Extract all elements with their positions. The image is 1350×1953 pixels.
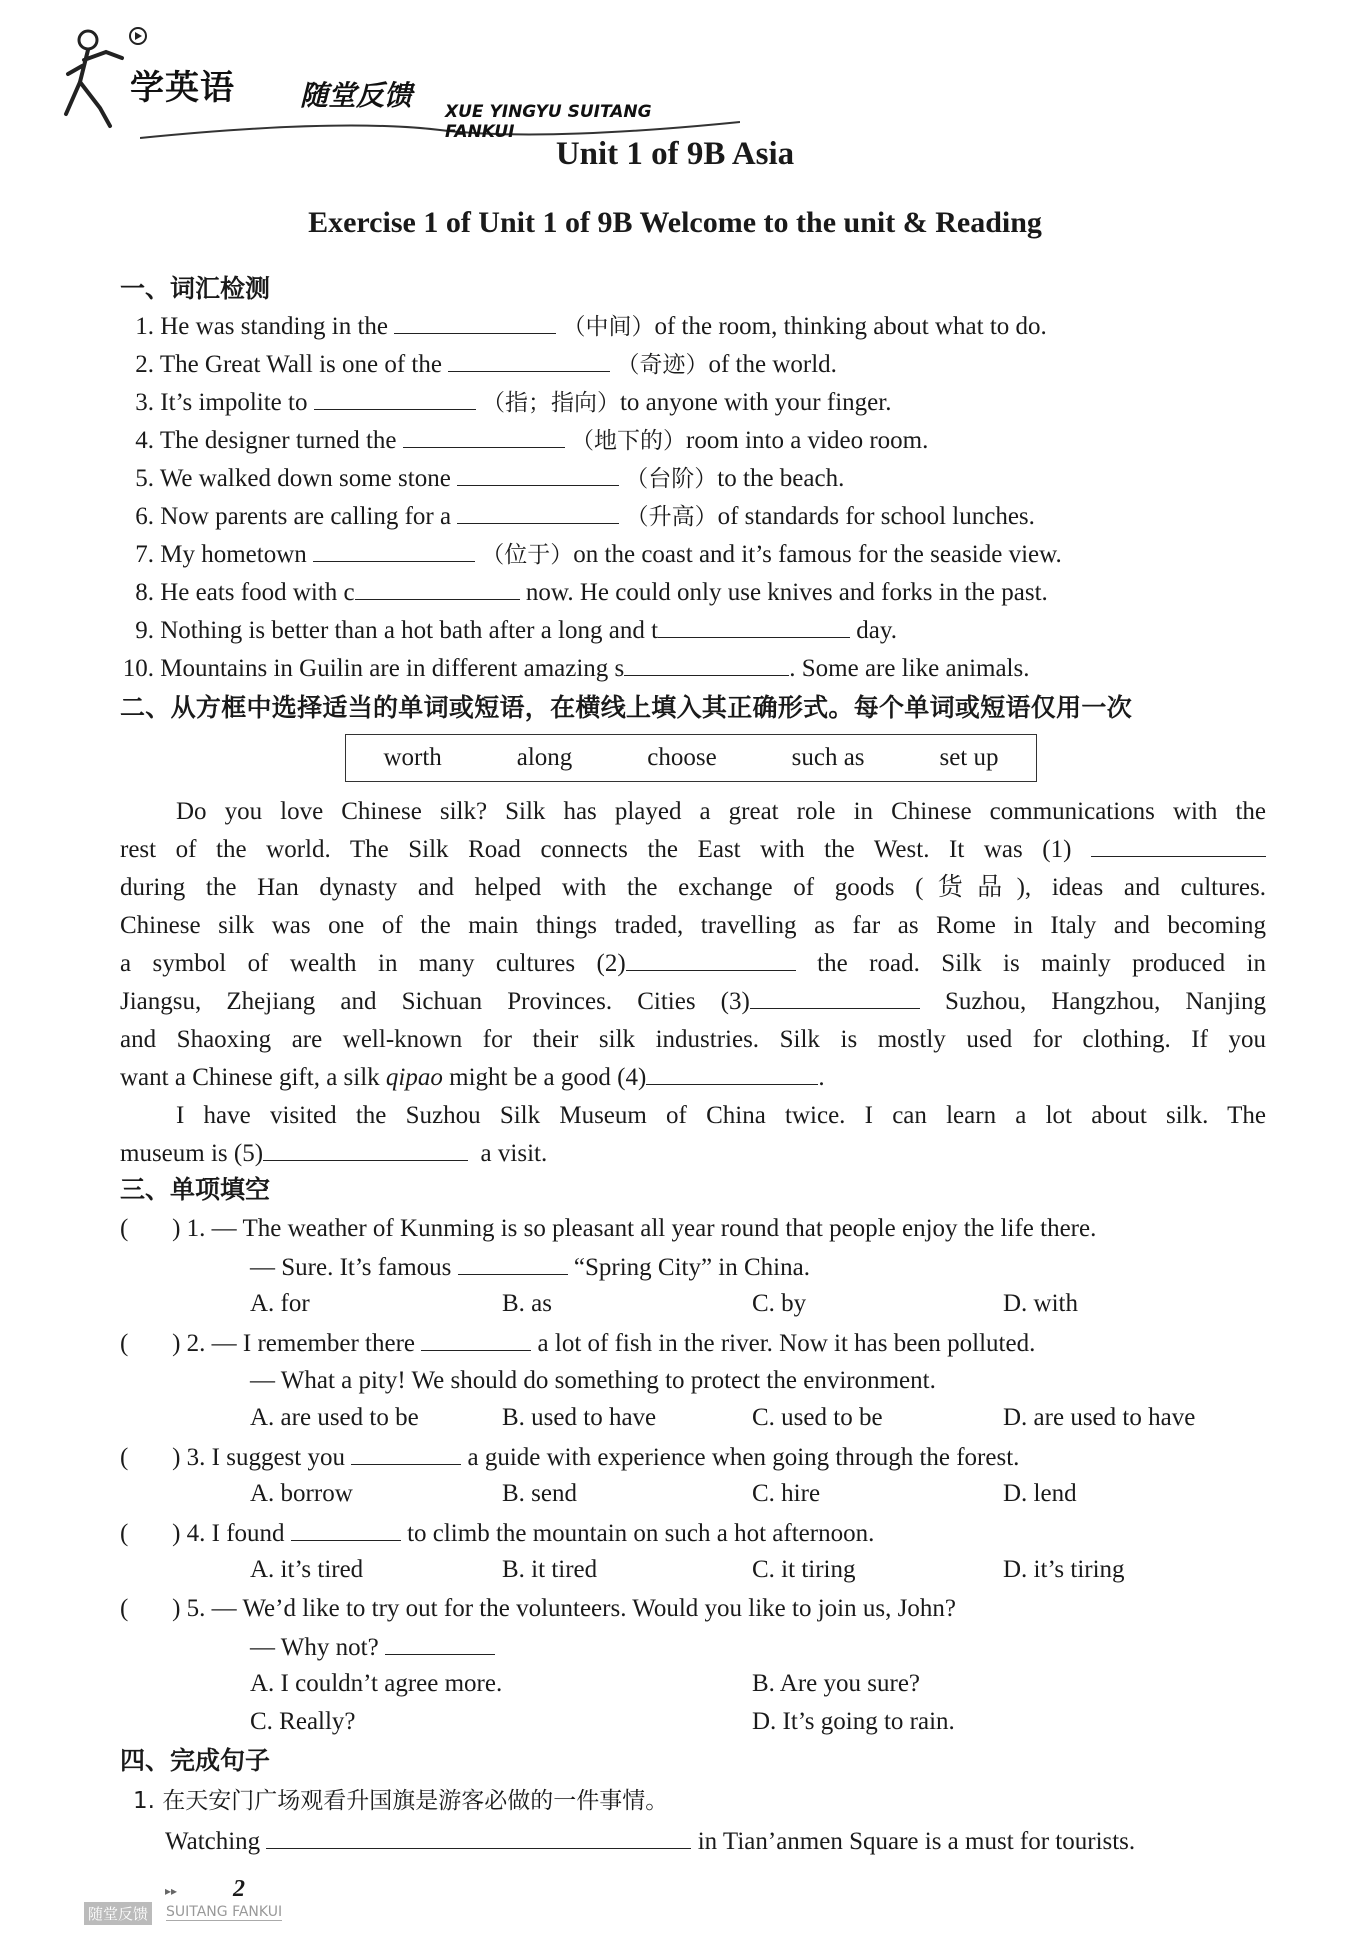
answer-blank[interactable] (421, 1328, 531, 1351)
mc-question-2-line2: — What a pity! We should do something to protect the environment. (250, 1367, 936, 1394)
option-a[interactable]: A. for (250, 1290, 310, 1317)
answer-bracket[interactable]: ( ) (120, 1520, 181, 1547)
vocab-item-2: 2. The Great Wall is one of the （奇迹）of the world. (135, 351, 837, 378)
exercise-title: Exercise 1 of Unit 1 of 9B Welcome to the unit & Reading (308, 206, 1042, 239)
option-c[interactable]: C. used to be (752, 1404, 883, 1431)
unit-title: Unit 1 of 9B Asia (555, 136, 795, 172)
answer-blank[interactable] (314, 387, 476, 410)
answer-blank-5[interactable] (263, 1138, 468, 1161)
answer-blank[interactable] (355, 577, 520, 600)
page-number: 2 (233, 1876, 245, 1902)
page-arrow-icon: ▸▸ (165, 1884, 178, 1898)
word-option: worth (383, 744, 442, 771)
vocab-item-8: 8. He eats food with c now. He could only use knives and forks in the past. (135, 579, 1048, 606)
passage-line: and Shaoxing are well-known for their silk industries. Silk is mostly used for clothing. If you (120, 1026, 1266, 1053)
answer-blank[interactable] (448, 349, 610, 372)
vocab-item-3: 3. It’s impolite to （指；指向）to anyone with your finger. (135, 389, 892, 416)
answer-blank[interactable] (403, 425, 565, 448)
answer-blank-2[interactable] (626, 948, 796, 971)
option-a[interactable]: A. are used to be (250, 1404, 419, 1431)
answer-bracket[interactable]: ( ) (120, 1330, 181, 1357)
passage-line: Jiangsu, Zhejiang and Sichuan Provinces. Cities (3) Suzhou, Hangzhou, Nanjing (120, 988, 1266, 1015)
option-b[interactable]: B. it tired (502, 1556, 598, 1583)
vocab-item-7: 7. My hometown （位于）on the coast and it’s famous for the seaside view. (135, 541, 1062, 568)
option-c[interactable]: C. hire (752, 1480, 821, 1507)
answer-bracket[interactable]: ( ) (120, 1595, 181, 1622)
vocab-item-9: 9. Nothing is better than a hot bath after a long and t day. (135, 617, 898, 644)
passage-line: museum is (5) a visit. (120, 1140, 548, 1167)
answer-blank[interactable] (457, 501, 619, 524)
passage-line: Do you love Chinese silk? Silk has played a great role in Chinese communications with the (176, 798, 1266, 825)
option-d[interactable]: D. lend (1003, 1480, 1077, 1507)
option-b[interactable]: B. Are you sure? (752, 1670, 921, 1697)
option-c[interactable]: C. by (752, 1290, 807, 1317)
vocab-item-4: 4. The designer turned the （地下的）room into a video room. (135, 427, 929, 454)
mc-question-3: ( ) 3. I suggest you a guide with experience when going through the forest. (120, 1444, 1020, 1471)
section1-heading: 一、词汇检测 (120, 274, 271, 303)
brand-pinyin: XUE YINGYU SUITANG FANKUI (445, 102, 652, 142)
vocab-item-6: 6. Now parents are calling for a （升高）of standards for school lunches. (135, 503, 1035, 530)
passage-line: a symbol of wealth in many cultures (2) the road. Silk is mainly produced in (120, 950, 1266, 977)
word-box (345, 734, 1037, 782)
answer-blank[interactable] (458, 1252, 568, 1275)
section2-heading: 二、从方框中选择适当的单词或短语，在横线上填入其正确形式。每个单词或短语仅用一次 (120, 693, 1133, 722)
answer-blank[interactable] (394, 311, 556, 334)
footer-tag: 随堂反馈 (84, 1902, 152, 1925)
answer-blank[interactable] (385, 1632, 495, 1655)
answer-blank-4[interactable] (646, 1062, 818, 1085)
option-c[interactable]: C. it tiring (752, 1556, 856, 1583)
passage-line: rest of the world. The Silk Road connects the East with the West. It was (1) (120, 831, 1266, 869)
mc-question-5-line2: — Why not? (250, 1632, 1350, 1663)
answer-blank-1[interactable] (1091, 834, 1266, 857)
passage-line: Chinese silk was one of the main things traded, travelling as far as Rome in Italy and becoming (120, 912, 1266, 939)
answer-blank[interactable] (457, 463, 619, 486)
section4-heading: 四、完成句子 (120, 1746, 271, 1775)
mc-question-4: ( ) 4. I found to climb the mountain on such a hot afternoon. (120, 1520, 875, 1547)
mc-question-1: ( ) 1. — The weather of Kunming is so pleasant all year round that people enjoy the life there. (120, 1215, 1097, 1242)
option-d[interactable]: D. It’s going to rain. (752, 1708, 955, 1735)
brand-subtitle-cn: 随堂反馈 (300, 79, 413, 112)
option-a[interactable]: A. it’s tired (250, 1556, 364, 1583)
footer-pinyin: SUITANG FANKUI (166, 1904, 283, 1920)
option-d[interactable]: D. it’s tiring (1003, 1556, 1125, 1583)
section3-heading: 三、单项填空 (120, 1175, 271, 1204)
answer-blank[interactable] (658, 615, 850, 638)
answer-blank-3[interactable] (750, 986, 920, 1009)
word-option: choose (647, 744, 717, 771)
answer-blank[interactable] (291, 1518, 401, 1541)
answer-blank[interactable] (624, 653, 789, 676)
word-option: set up (939, 744, 999, 771)
vocab-item-5: 5. We walked down some stone （台阶）to the beach. (135, 465, 845, 492)
translation-line-1: Watching in Tian’anmen Square is a must for tourists. (165, 1828, 1136, 1855)
mc-question-1-line2: — Sure. It’s famous “Spring City” in China. (250, 1254, 810, 1281)
option-b[interactable]: B. used to have (502, 1404, 657, 1431)
passage-line: want a Chinese gift, a silk qipao might be a good (4) . (120, 1064, 825, 1091)
answer-bracket[interactable]: ( ) (120, 1444, 181, 1471)
word-option: along (516, 744, 573, 771)
option-a[interactable]: A. borrow (250, 1480, 353, 1507)
option-a[interactable]: A. I couldn’t agree more. (250, 1670, 503, 1697)
passage-line: during the Han dynasty and helped with the exchange of goods (货品), ideas and cultures. (120, 874, 1266, 901)
answer-bracket[interactable]: ( ) (120, 1215, 181, 1242)
option-b[interactable]: B. send (502, 1480, 577, 1507)
option-d[interactable]: D. are used to have (1003, 1404, 1196, 1431)
mc-question-5: ( ) 5. — We’d like to try out for the volunteers. Would you like to join us, John? (120, 1595, 956, 1622)
answer-blank[interactable] (313, 539, 475, 562)
brand-header (60, 22, 700, 142)
translation-prompt-1: 1. 在天安门广场观看升国旗是游客必做的一件事情。 (133, 1788, 669, 1814)
option-b[interactable]: B. as (502, 1290, 552, 1317)
brand-title-cn: 学英语 (130, 68, 235, 108)
silk-passage (120, 793, 1266, 1173)
passage-line: I have visited the Suzhou Silk Museum of China twice. I can learn a lot about silk. The (176, 1102, 1266, 1129)
vocab-item-1: 1. He was standing in the （中间）of the room, thinking about what to do. (135, 313, 1047, 340)
word-option: such as (791, 744, 865, 771)
mc-question-2: ( ) 2. — I remember there a lot of fish in the river. Now it has been polluted. (120, 1330, 1036, 1357)
option-d[interactable]: D. with (1003, 1290, 1078, 1317)
answer-blank[interactable] (351, 1442, 461, 1465)
answer-blank[interactable] (266, 1826, 691, 1849)
vocab-item-10: 10. Mountains in Guilin are in different amazing s . Some are like animals. (122, 655, 1030, 682)
option-c[interactable]: C. Really? (250, 1708, 356, 1735)
